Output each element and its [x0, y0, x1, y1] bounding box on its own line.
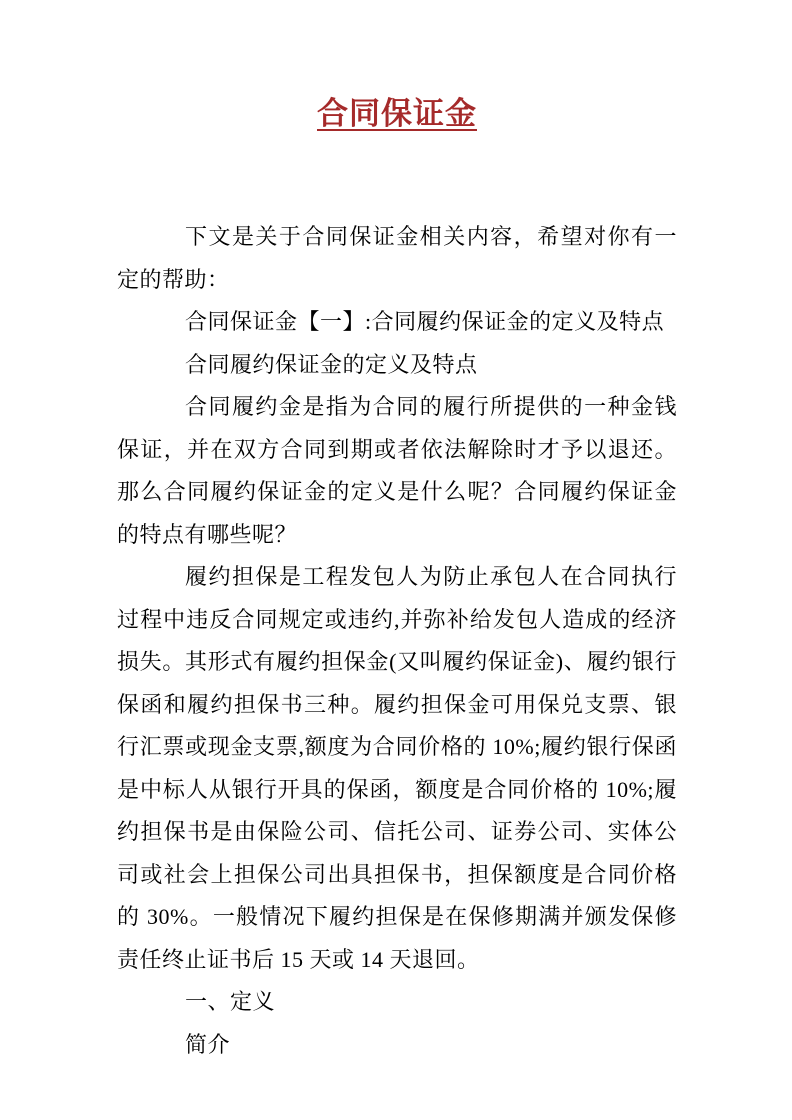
paragraph-intro: 下文是关于合同保证金相关内容，希望对你有一定的帮助：: [117, 224, 677, 292]
page-title: 合同保证金: [317, 96, 477, 131]
paragraph-brief-label: 简介: [185, 1031, 231, 1057]
paragraph-definition-question: 合同履约金是指为合同的履行所提供的一种金钱保证，并在双方合同到期或者依法解除时才予以退还。那么合同履约保证金的定义是什么呢？合同履约保证金的特点有哪些呢？: [117, 394, 677, 547]
paragraph-subheading: 合同履约保证金的定义及特点: [185, 351, 478, 377]
paragraph-guarantee-details: 履约担保是工程发包人为防止承包人在合同执行过程中违反合同规定或违约,并弥补给发包人造成的经济损失。其形式有履约担保金(又叫履约保证金)、履约银行保函和履约担保书三种。履约担保金可用保兑支票、银行汇票或现金支票,额度为合同价格的 10%;履约银行保函是中标人从银行开具的保函，额度是合同价格的 10%;履约担保书是由保险公司、信托公司、证券公司、实体公司或社会上担保公司出具担保书，担保额度是合同价格的 30%。一般情况下履约担保是在保修期满并颁发保修责任终止证书后 15 天或 14 天退回。: [117, 564, 677, 972]
document-body: [117, 216, 677, 1066]
paragraph-section-heading: 合同保证金【一】:合同履约保证金的定义及特点: [185, 309, 665, 335]
paragraph-definition-label: 一、定义: [185, 989, 276, 1015]
